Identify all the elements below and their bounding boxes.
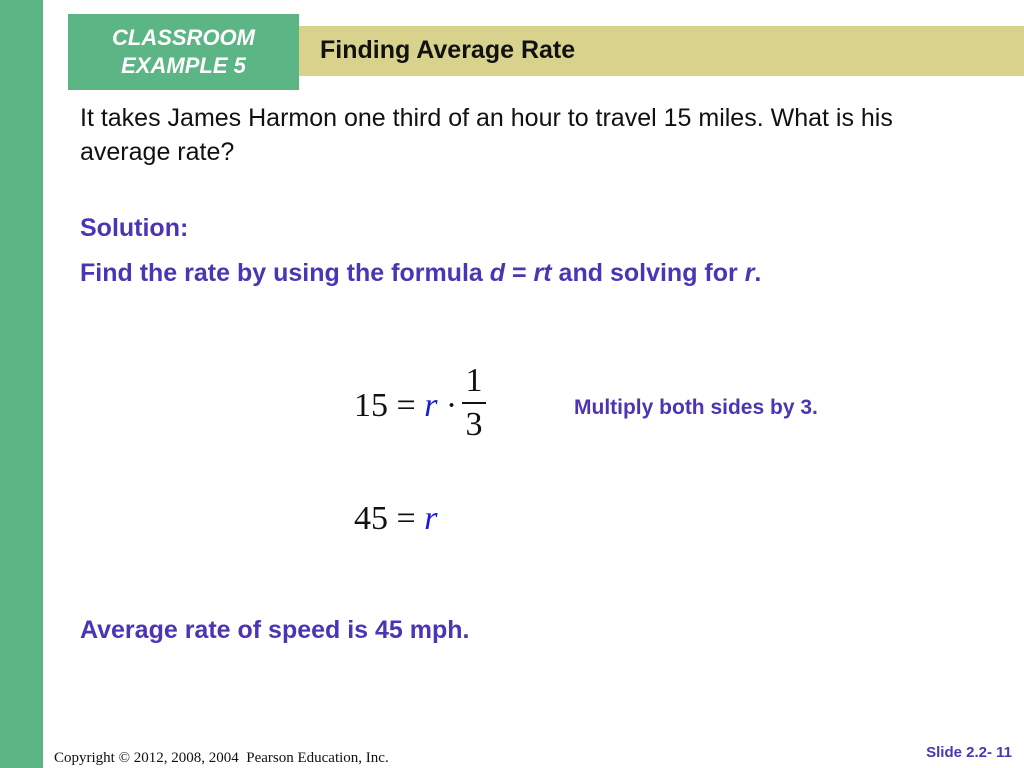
slide-title: Finding Average Rate [320,36,576,64]
equation-2 [354,500,437,538]
solution-label: Solution: [80,214,189,242]
formula-rt: rt [533,259,552,287]
equation-1-dot: · [437,387,458,424]
left-accent-bar [0,0,43,768]
equation-1-lhs: 15 = [354,387,425,424]
problem-statement: It takes James Harmon one third of an hour to travel 15 miles. What is his average rate? [80,104,893,166]
copyright-footer: Copyright © 2012, 2008, 2004 Pearson Education, Inc. [54,750,389,766]
equation-1 [354,387,457,425]
equation-2-lhs: 45 = [354,500,425,537]
formula-d: d [489,259,506,287]
equation-1-note: Multiply both sides by 3. [574,396,818,419]
fraction-bar [462,402,486,404]
equation-2-variable: r [424,500,438,537]
classroom-example-badge [68,14,299,90]
fraction-numerator: 1 [465,362,483,399]
example-badge-line1: CLASSROOM [112,25,255,50]
fraction-one-third [462,362,486,444]
equation-1-variable: r [424,387,438,424]
fraction-denominator: 3 [465,406,483,443]
example-badge-line2: EXAMPLE 5 [121,53,246,78]
variable-r: r [744,259,755,287]
solution-instruction [80,259,761,288]
conclusion-text: Average rate of speed is 45 mph. [80,616,470,644]
slide-number: Slide 2.2- 11 [926,744,1012,761]
instruction-text-end: . [754,259,762,287]
instruction-text-before: Find the rate by using the formula [80,259,490,287]
formula-equals: = [505,259,534,287]
instruction-text-middle: and solving for [551,259,745,287]
